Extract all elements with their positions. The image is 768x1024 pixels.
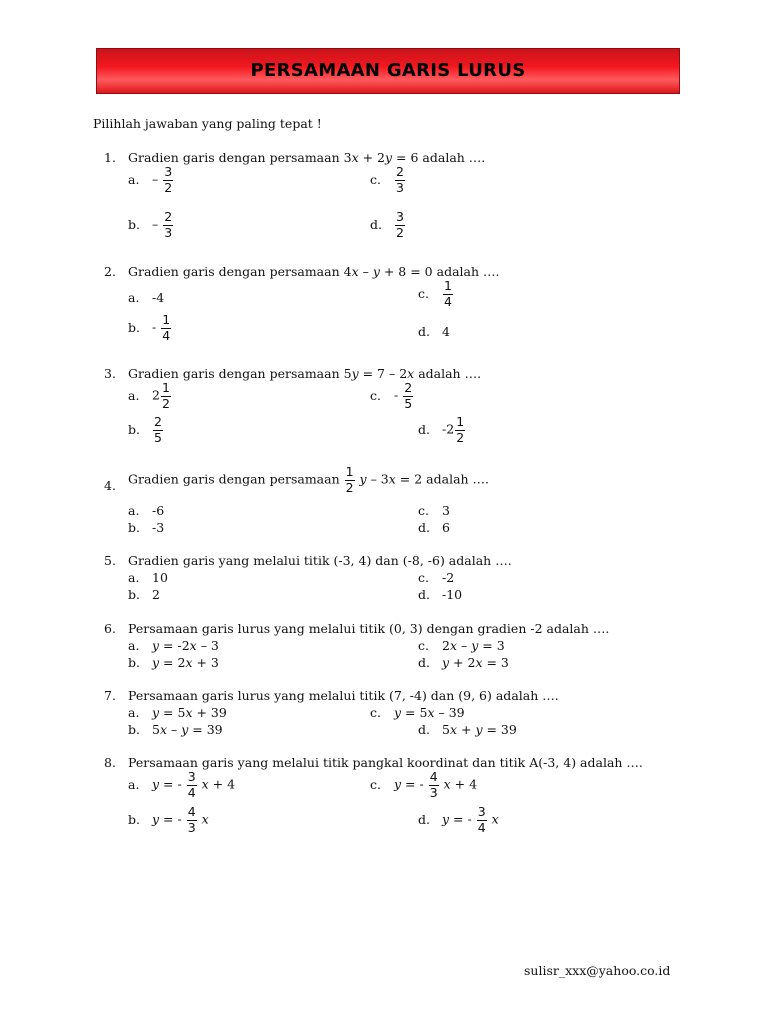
q8-option-a[interactable]: a. y = - $\frac{3}{4}$ x + 4	[128, 769, 236, 800]
question-number: 1.	[104, 150, 116, 165]
question-number: 5.	[104, 553, 116, 568]
q2-option-d[interactable]: d. 4	[418, 324, 450, 339]
fraction: $\frac{3}{4}$	[477, 804, 486, 835]
q6-option-b[interactable]: b. y = 2x + 3	[128, 655, 219, 670]
q3-option-d[interactable]: d. -2 $\frac{1}{2}$	[418, 414, 465, 445]
question-number: 7.	[104, 688, 116, 703]
fraction: $\frac{3}{4}$	[187, 769, 196, 800]
question-number: 3.	[104, 366, 116, 381]
q1-option-a[interactable]: a. – $\frac{3}{2}$	[128, 164, 173, 195]
q4-option-c[interactable]: c. 3	[418, 503, 450, 518]
question-number: 8.	[104, 755, 116, 770]
q5-option-b[interactable]: b. 2	[128, 587, 160, 602]
fraction: $\frac{1}{2}$	[345, 464, 354, 495]
question-2-text: Gradien garis dengan persamaan 4x – y + 8 = 0 adalah ….	[128, 264, 500, 279]
title-banner	[96, 48, 680, 94]
fraction: $\frac{1}{4}$	[444, 278, 452, 309]
q5-option-a[interactable]: a. 10	[128, 570, 168, 585]
question-6-text: Persamaan garis lurus yang melalui titik (0, 3) dengan gradien -2 adalah ….	[128, 621, 610, 636]
fraction: $\frac{4}{3}$	[187, 804, 196, 835]
fraction: $\frac{3}{2}$	[396, 209, 404, 240]
fraction: $\frac{2}{5}$	[404, 380, 413, 411]
fraction: $\frac{3}{2}$	[164, 164, 173, 195]
footer-email: sulisr_xxx@yahoo.co.id	[524, 963, 671, 978]
fraction: $\frac{1}{4}$	[162, 312, 171, 343]
q8-option-b[interactable]: b. y = - $\frac{4}{3}$ x	[128, 804, 209, 835]
question-8-text: Persamaan garis yang melalui titik pangkal koordinat dan titik A(-3, 4) adalah ….	[128, 755, 643, 770]
q1-option-b[interactable]: b. – $\frac{2}{3}$	[128, 209, 173, 240]
q8-option-d[interactable]: d. y = - $\frac{3}{4}$ x	[418, 804, 499, 835]
question-5-text: Gradien garis yang melalui titik (-3, 4) dan (-8, -6) adalah ….	[128, 553, 512, 568]
q7-option-c[interactable]: c. y = 5x – 39	[370, 705, 465, 720]
question-1-text: Gradien garis dengan persamaan 3x + 2y = 6 adalah ….	[128, 150, 486, 165]
question-7-text: Persamaan garis lurus yang melalui titik (7, -4) dan (9, 6) adalah ….	[128, 688, 559, 703]
q4-option-a[interactable]: a. -6	[128, 503, 165, 518]
q7-option-b[interactable]: b. 5x – y = 39	[128, 722, 223, 737]
q2-option-a[interactable]: a. -4	[128, 290, 165, 305]
q1-option-c[interactable]: c. $\frac{2}{3}$	[370, 164, 404, 195]
question-number: 6.	[104, 621, 116, 636]
q6-option-d[interactable]: d. y + 2x = 3	[418, 655, 509, 670]
page-title: PERSAMAAN GARIS LURUS	[250, 60, 526, 81]
fraction: $\frac{2}{3}$	[396, 164, 404, 195]
q2-option-c[interactable]: c. $\frac{1}{4}$	[418, 278, 452, 309]
q3-option-a[interactable]: a. 2 $\frac{1}{2}$	[128, 380, 170, 411]
question-4-text: Gradien garis dengan persamaan $\frac{1}{2}$ y – 3x = 2 adalah ….	[128, 464, 490, 495]
q5-option-c[interactable]: c. -2	[418, 570, 455, 585]
q1-option-d[interactable]: d. $\frac{3}{2}$	[370, 209, 404, 240]
fraction: $\frac{1}{2}$	[161, 380, 170, 411]
fraction: $\frac{1}{2}$	[456, 414, 465, 445]
question-number: 4.	[104, 478, 116, 493]
q3-option-b[interactable]: b. $\frac{2}{5}$	[128, 414, 162, 445]
q7-option-a[interactable]: a. y = 5x + 39	[128, 705, 227, 720]
q8-option-c[interactable]: c. y = - $\frac{4}{3}$ x + 4	[370, 769, 478, 800]
q6-option-c[interactable]: c. 2x – y = 3	[418, 638, 505, 653]
q3-option-c[interactable]: c. - $\frac{2}{5}$	[370, 380, 413, 411]
fraction: $\frac{4}{3}$	[429, 769, 438, 800]
q5-option-d[interactable]: d. -10	[418, 587, 463, 602]
q7-option-d[interactable]: d. 5x + y = 39	[418, 722, 517, 737]
q4-option-b[interactable]: b. -3	[128, 520, 165, 535]
question-number: 2.	[104, 264, 116, 279]
question-3-text: Gradien garis dengan persamaan 5y = 7 – 2x adalah ….	[128, 366, 482, 381]
q2-option-b[interactable]: b. - $\frac{1}{4}$	[128, 312, 171, 343]
instruction: Pilihlah jawaban yang paling tepat !	[93, 116, 322, 131]
q4-option-d[interactable]: d. 6	[418, 520, 450, 535]
fraction: $\frac{2}{3}$	[164, 209, 173, 240]
q6-option-a[interactable]: a. y = -2x – 3	[128, 638, 219, 653]
fraction: $\frac{2}{5}$	[154, 414, 162, 445]
